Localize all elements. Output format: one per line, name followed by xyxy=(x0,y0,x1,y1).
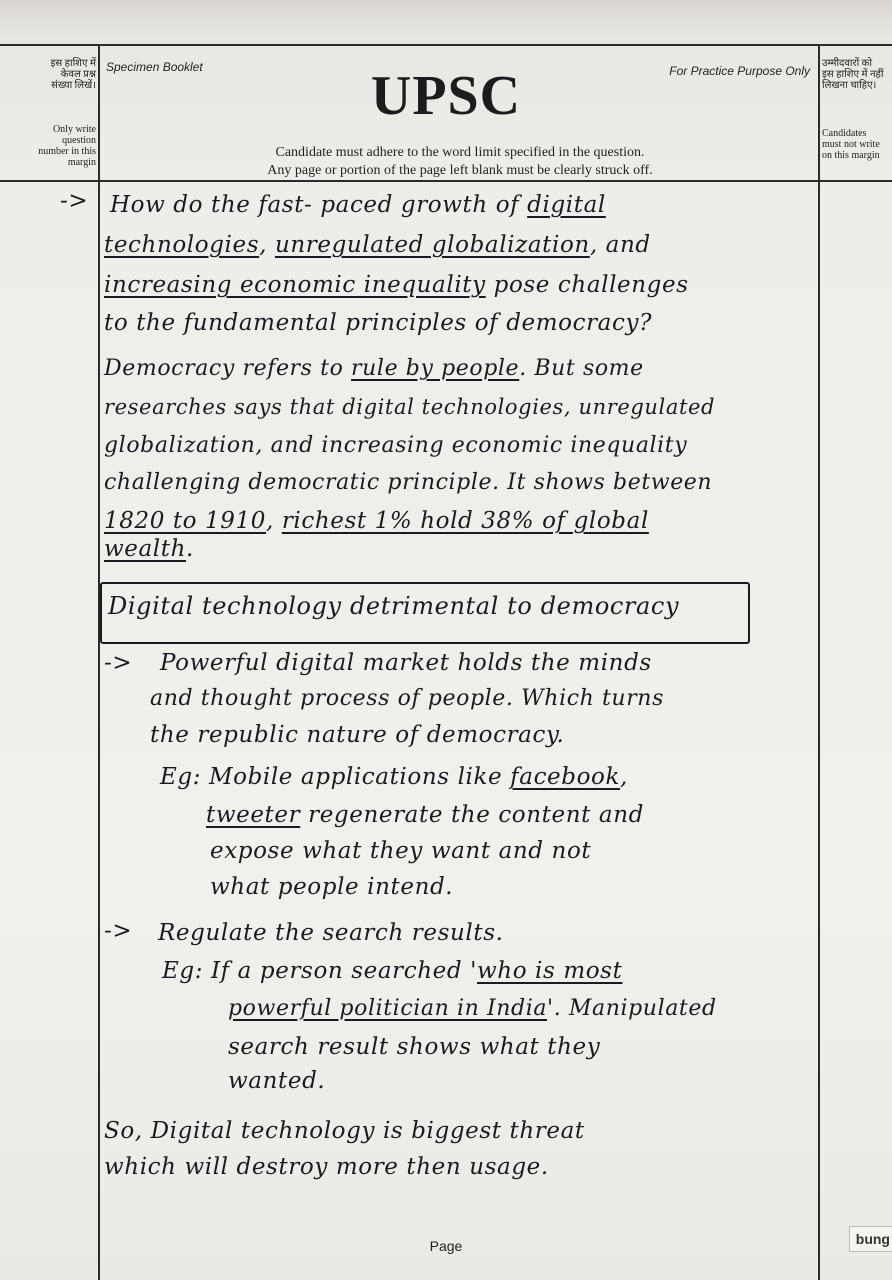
point-1-line-2: and thought process of people. Which turns xyxy=(150,686,664,711)
top-border xyxy=(0,44,892,46)
point-1-marker: -> xyxy=(104,650,133,676)
right-margin-line xyxy=(818,44,820,1280)
instruction-line-2: Any page or portion of the page left blank must be clearly struck off. xyxy=(267,163,653,178)
question-line-3: increasing economic inequality pose challenges xyxy=(104,272,689,298)
example-1-line-3: expose what they want and not xyxy=(210,838,592,864)
right-margin-note-english: Candidates must not write on this margin xyxy=(822,128,880,161)
intro-line-4: challenging democratic principle. It shows between xyxy=(104,470,713,495)
question-line-2: technologies, unregulated globalization, and xyxy=(104,232,651,258)
left-margin-note-english: Only write question number in this margin xyxy=(38,124,96,168)
example-2-line-4: wanted. xyxy=(228,1068,326,1094)
scanner-logo: bung xyxy=(849,1226,892,1252)
example-1-line-4: what people intend. xyxy=(210,874,454,900)
example-2-line-2: powerful politician in India'. Manipulated xyxy=(228,996,717,1021)
intro-line-2: researches says that digital technologies, unregulated xyxy=(104,395,716,419)
practice-label: For Practice Purpose Only xyxy=(669,64,810,78)
left-margin-line xyxy=(98,44,100,1280)
example-2-line-1: Eg: If a person searched 'who is most xyxy=(162,958,623,984)
page-title: UPSC xyxy=(370,65,522,127)
question-line-4: to the fundamental principles of democracy? xyxy=(104,310,652,336)
question-line-1: How do the fast- paced growth of digital xyxy=(110,192,606,218)
header-divider xyxy=(0,180,892,182)
right-margin-note-hindi: उम्मीदवारों को इस हाशिए में नहीं लिखना चाहिए। xyxy=(822,58,884,91)
intro-line-1: Democracy refers to rule by people. But some xyxy=(104,356,644,381)
example-1-line-2: tweeter regenerate the content and xyxy=(206,802,644,828)
booklet-label: Specimen Booklet xyxy=(106,60,203,74)
left-margin-note-hindi: इस हाशिए में केवल प्रश्न संख्या लिखें। xyxy=(50,58,96,91)
point-1-line-3: the republic nature of democracy. xyxy=(150,722,565,748)
question-marker: -> xyxy=(60,188,89,214)
section-heading: Digital technology detrimental to democracy xyxy=(108,592,680,620)
instruction-line-1: Candidate must adhere to the word limit specified in the question. xyxy=(275,145,645,160)
conclusion-line-1: So, Digital technology is biggest threat xyxy=(104,1118,585,1144)
intro-line-3: globalization, and increasing economic inequality xyxy=(104,433,688,458)
example-1-line-1: Eg: Mobile applications like facebook, xyxy=(160,764,628,790)
example-2-line-3: search result shows what they xyxy=(228,1034,601,1060)
page-label: Page xyxy=(429,1238,463,1254)
point-1-line-1: Powerful digital market holds the minds xyxy=(160,650,652,676)
intro-line-5: 1820 to 1910, richest 1% hold 38% of global xyxy=(104,508,649,534)
intro-line-6: wealth. xyxy=(104,536,194,562)
point-2-text: Regulate the search results. xyxy=(158,920,504,946)
conclusion-line-2: which will destroy more then usage. xyxy=(104,1154,549,1180)
point-2-marker: -> xyxy=(104,918,133,944)
